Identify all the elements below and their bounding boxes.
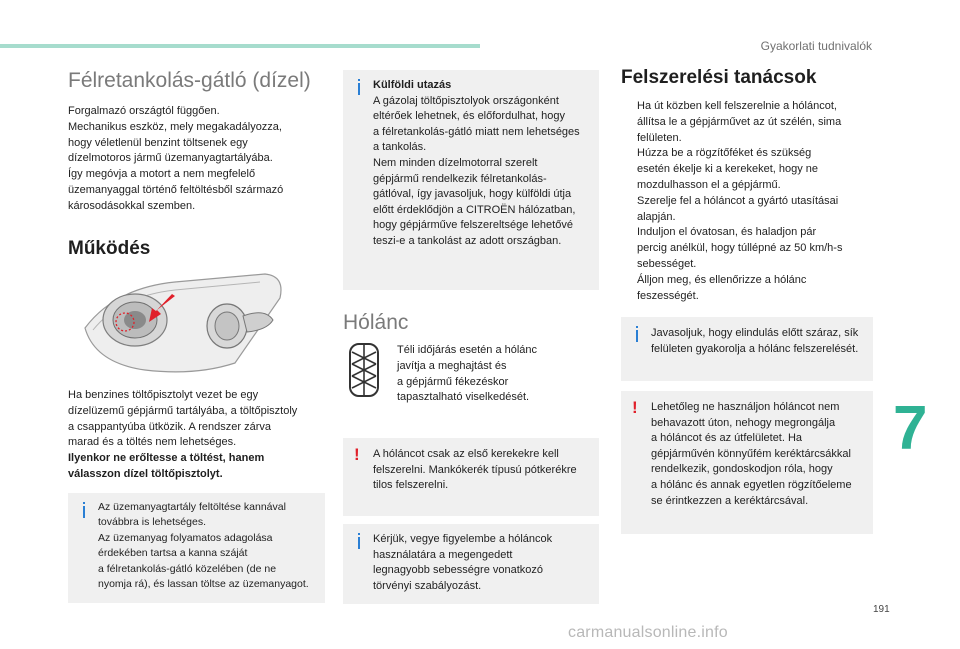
installation-tips-title: Felszerelési tanácsok [621, 67, 817, 88]
practice-info-box: Javasoljuk, hogy elindulás előtt száraz, sík felületen gyakorolja a hólánc felszerelését. [621, 317, 873, 381]
jerrycan-info-box: Az üzemanyagtartály feltöltése kannával továbbra is lehetséges. Az üzemanyag folyamatos adagolása érdekében tartsa a kanna száját a félretankolás-gátló közelében (de ne nyomja rá), és lassan töltse az üzemanyagot. [68, 493, 325, 603]
operation-title: Működés [68, 237, 151, 259]
info-icon [353, 533, 365, 549]
operation-section [68, 388, 326, 483]
snowchain-text: Téli időjárás esetén a hólánc javítja a meghajtást és a gépjármű fékezéskor tapasztalható viselkedését. [397, 344, 538, 404]
abroad-box-title: Külföldi utazás [373, 79, 452, 91]
info-icon [78, 502, 90, 518]
header-accent-bar [0, 44, 480, 48]
chapter-number: 7 [893, 394, 928, 463]
section-title: Gyakorlati tudnivalók [760, 39, 872, 53]
warning-icon [354, 447, 366, 463]
left-column [68, 68, 326, 261]
info-icon [631, 326, 643, 342]
page-number: 191 [873, 604, 890, 615]
misfuel-title: Félretankolás-gátló (dízel) [68, 69, 311, 92]
snowchain-title: Hólánc [343, 311, 409, 334]
speed-limit-info-box: Kérjük, vegye figyelembe a hóláncok használatára a megengedett legnagyobb sebességre vonatkozó törvényi szabályozást. [343, 524, 599, 604]
list-item: Induljon el óvatosan, és haladjon pár percig anélkül, hogy túllépné az 50 km/h-s sebességet. [637, 226, 843, 270]
list-item: Szerelje fel a hóláncot a gyártó utasításai alapján. [637, 194, 839, 223]
installation-tips-list [621, 99, 873, 304]
misfuel-intro: Forgalmazó országtól függően. Mechanikus eszköz, mely megakadályozza, hogy véletlenül benzint töltsenek egy dízelmotoros jármű üzemanyagtartályába. Így megóvja a motort a nem megfelelő üzemanyaggal történő feltöltésből származó károsodásokkal szemben. [68, 105, 284, 212]
snow-chain-icon [344, 340, 384, 400]
list-item: Húzza be a rögzítőféket és szükség esetén ékelje ki a kerekeket, hogy ne mozdulhasson el a gépjármű. [637, 147, 819, 191]
list-item: Álljon meg, és ellenőrizze a hólánc feszességét. [637, 273, 807, 302]
warning-icon [632, 400, 644, 416]
watermark: carmanualsonline.info [568, 624, 728, 641]
operation-text: Ha benzines töltőpisztolyt vezet be egy dízelüzemű gépjármű tartályába, a töltőpisztoly a csappantyúba ütközik. A rendszer zárva marad és a töltés nem lehetséges. Ilyenkor ne erőltesse a töltést, hanem válasszon dízel töltőpisztolyt. [68, 389, 298, 480]
abroad-info-box: Külföldi utazás A gázolaj töltőpisztolyok országonként eltérőek lehetnek, és előfordulhat, hogy a félretankolás-gátló miatt nem lehetséges a tankolás. Nem minden dízelmotorral szerelt gépjármű rendelkezik félretankolás- gátlóval, így javasoljuk, hogy külföldi útja előtt érdeklődjön a CITROËN hálózatban, hogy gépjárműve felszereltsége lehetővé teszi-e a tankolást az adott országban. [343, 70, 599, 290]
alloy-wheels-warning-box: ! Lehetőleg ne használjon hóláncot nem behavazott úton, nehogy megrongálja a hóláncot és az útfelületet. Ha gépjárművén könnyűfém keréktárcsákkal rendelkezik, gondoskodjon róla, hogy a hólánc és annak egyetlen rögzítőeleme se érintkezzen a keréktárcsával. [621, 391, 873, 534]
front-wheels-warning-box: ! A hóláncot csak az első kerekekre kell felszerelni. Mankókerék típusú pótkerékre tilos felszerelni. [343, 438, 599, 516]
fuel-filler-illustration [75, 268, 320, 380]
list-item: Ha út közben kell felszerelnie a hóláncot, állítsa le a gépjárművet az út szélén, sima felületen. [637, 100, 842, 144]
info-icon [353, 79, 365, 95]
